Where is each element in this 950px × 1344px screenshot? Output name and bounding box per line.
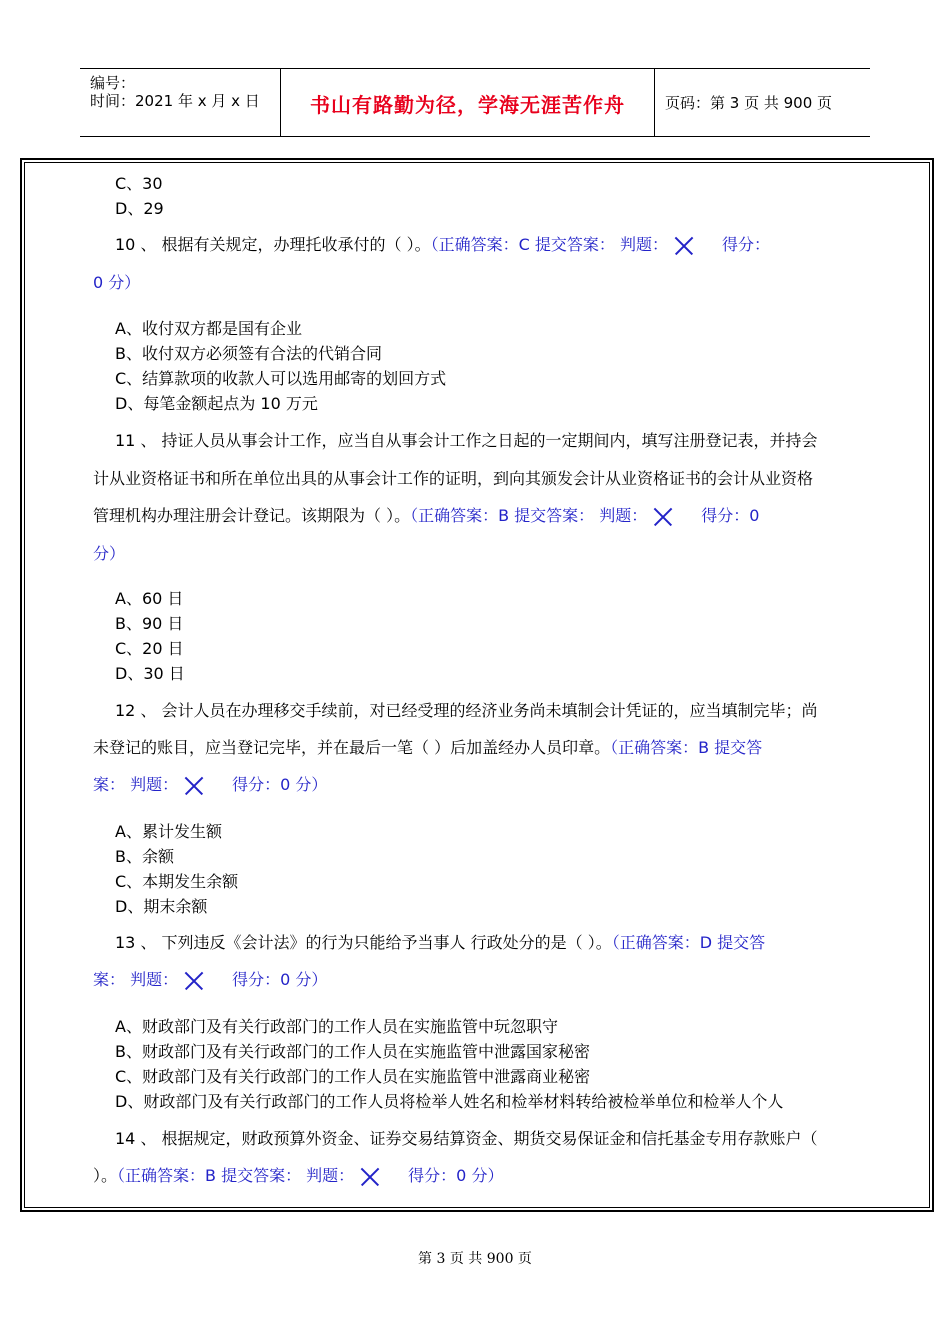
question-12: 12 、 会计人员在办理移交手续前，对已经受理的经济业务尚未填制会计凭证的，应当填制完毕；尚	[115, 701, 818, 720]
cross-icon	[674, 236, 694, 256]
cross-icon	[184, 971, 204, 991]
header-right-cell	[654, 69, 871, 136]
option-line: A、60 日	[115, 589, 184, 608]
header-left-cell	[80, 69, 281, 136]
question-10	[115, 235, 770, 256]
judge-label: 案： 判题：	[93, 775, 179, 794]
option-line: A、财政部门及有关行政部门的工作人员在实施监管中玩忽职守	[115, 1017, 558, 1036]
question-text-end: 管理机构办理注册会计登记。该期限为（ ）。	[93, 506, 411, 525]
score-value: 分）	[93, 544, 126, 563]
answer-info: （正确答案：B 提交答案： 判题：	[117, 1166, 355, 1185]
option-line: B、收付双方必须签有合法的代销合同	[115, 344, 382, 363]
question-13	[115, 933, 765, 953]
question-text: 13 、 下列违反《会计法》的行为只能给予当事人 行政处分的是（ ）。	[115, 933, 612, 952]
question-text: 10 、 根据有关规定，办理托收承付的（ ）。	[115, 235, 431, 254]
option-line: D、30 日	[115, 664, 185, 683]
option-line: B、财政部门及有关行政部门的工作人员在实施监管中泄露国家秘密	[115, 1042, 590, 1061]
question-text-end: 未登记的账目，应当登记完毕，并在最后一笔（ ）后加盖经办人员印章。	[93, 738, 611, 757]
judge-line	[93, 970, 327, 991]
option-line: D、29	[115, 199, 164, 218]
number-label: 编号：	[90, 74, 136, 92]
option-line: C、30	[115, 174, 163, 193]
score-label: 得分：0	[701, 506, 760, 525]
option-line: D、每笔金额起点为 10 万元	[115, 394, 318, 413]
page-header	[80, 68, 870, 137]
option-line: C、本期发生余额	[115, 872, 239, 891]
option-line: D、期末余额	[115, 897, 208, 916]
option-line: C、20 日	[115, 639, 184, 658]
judge-label: 案： 判题：	[93, 970, 179, 989]
question-text	[93, 738, 762, 758]
answer-info: （正确答案：B 提交答案： 判题：	[410, 506, 648, 525]
page-label: 页码：第 3 页 共 900 页	[665, 94, 833, 112]
question-text-end: ）。	[93, 1166, 118, 1185]
option-line: A、收付双方都是国有企业	[115, 319, 302, 338]
score-label: 得分：0 分）	[232, 970, 328, 989]
answer-info: （正确答案：C 提交答案： 判题：	[430, 235, 668, 254]
judge-line	[93, 775, 327, 796]
question-text	[93, 506, 759, 527]
score-label: 得分：0 分）	[232, 775, 328, 794]
option-line: D、财政部门及有关行政部门的工作人员将检举人姓名和检举材料转给被检举单位和检举人个人	[115, 1092, 784, 1111]
option-line: B、90 日	[115, 614, 184, 633]
cross-icon	[184, 776, 204, 796]
motto: 书山有路勤为径，学海无涯苦作舟	[310, 93, 625, 117]
question-text: 计从业资格证书和所在单位出具的从事会计工作的证明，到向其颁发会计从业资格证书的会计从业资格	[93, 469, 814, 488]
date-label: 时间：2021 年 x 月 x 日	[90, 92, 260, 110]
question-text	[93, 1166, 503, 1187]
answer-info: （正确答案：D 提交答	[611, 933, 766, 952]
page-footer: 第 3 页 共 900 页	[418, 1251, 532, 1267]
score-value: 0 分）	[93, 273, 141, 292]
cross-icon	[360, 1167, 380, 1187]
score-label: 得分：0 分）	[408, 1166, 504, 1185]
option-line: A、累计发生额	[115, 822, 222, 841]
cross-icon	[653, 507, 673, 527]
score-label: 得分：	[721, 235, 770, 254]
answer-info: （正确答案：B 提交答	[610, 738, 763, 757]
question-11: 11 、 持证人员从事会计工作，应当自从事会计工作之日起的一定期间内，填写注册登记表，并持会	[115, 431, 818, 450]
option-line: B、余额	[115, 847, 174, 866]
header-center-cell	[281, 69, 654, 136]
question-14: 14 、 根据规定，财政预算外资金、证券交易结算资金、期货交易保证金和信托基金专用存款账户（	[115, 1129, 818, 1148]
option-line: C、结算款项的收款人可以选用邮寄的划回方式	[115, 369, 447, 388]
option-line: C、财政部门及有关行政部门的工作人员在实施监管中泄露商业秘密	[115, 1067, 591, 1086]
